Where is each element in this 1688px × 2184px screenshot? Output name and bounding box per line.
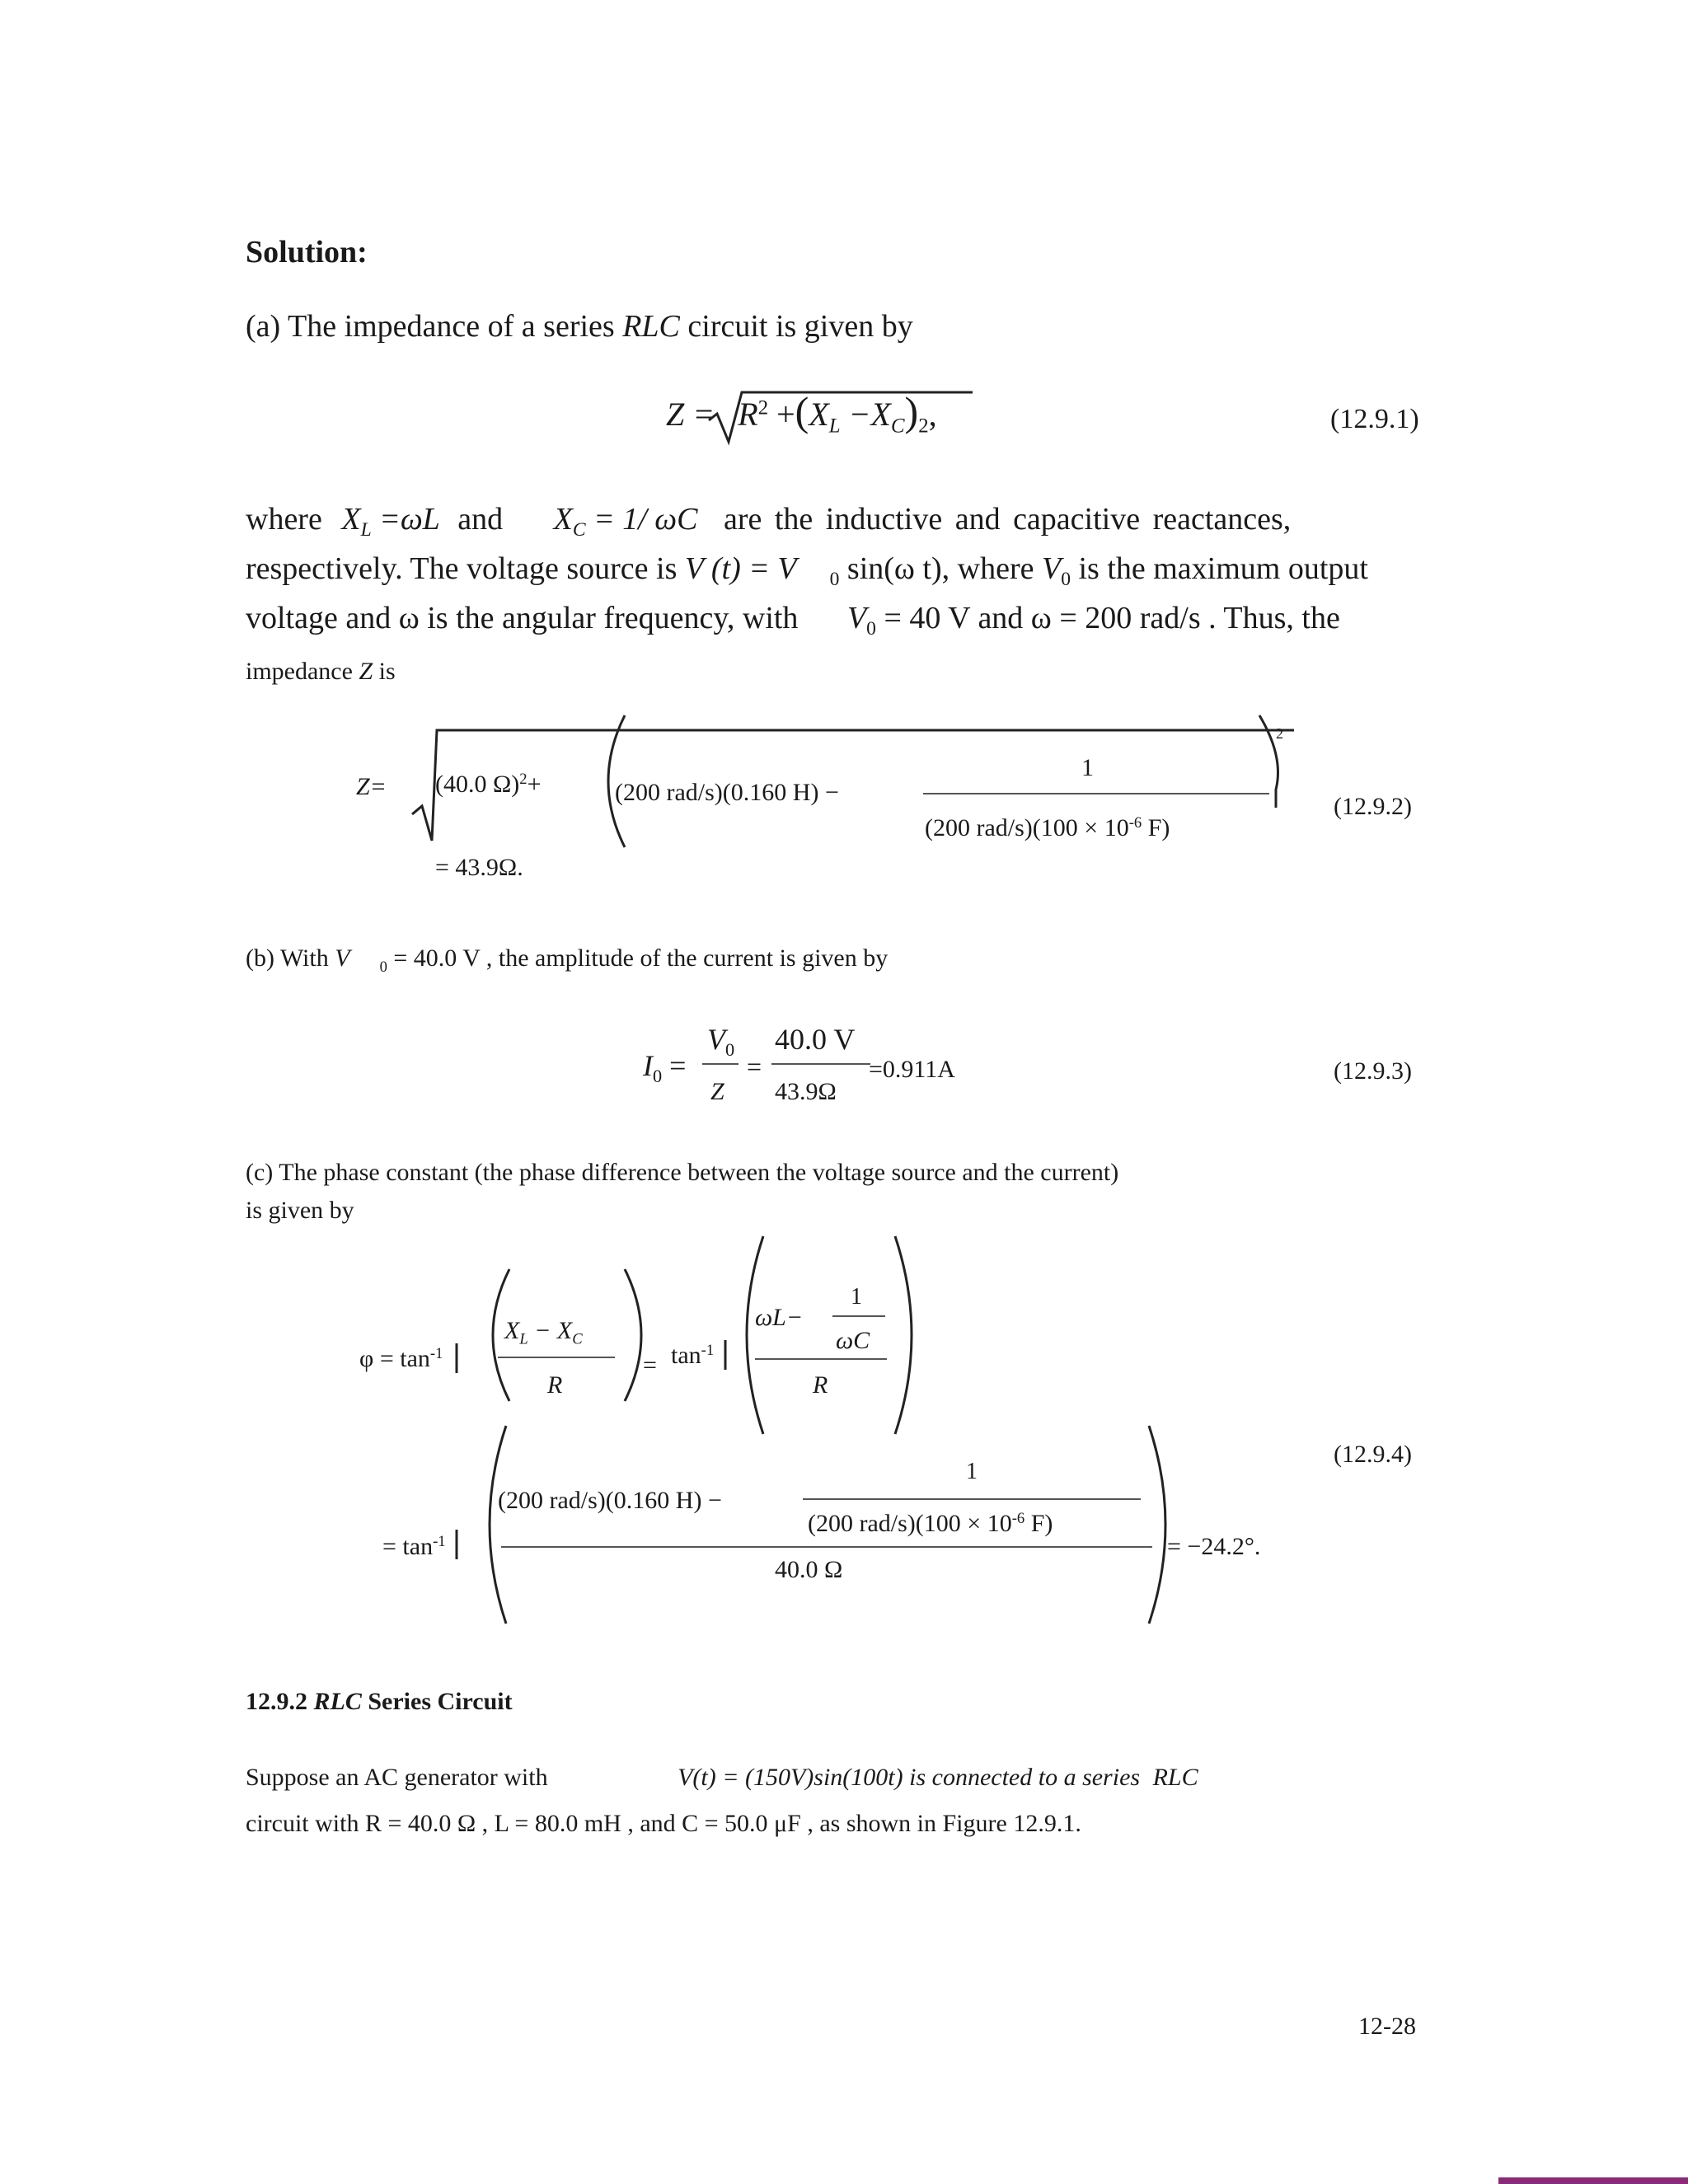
part-c-intro-2: is given by xyxy=(246,1197,354,1224)
voltage-line: voltage and ω is the angular frequency, with $V_0 = 40$ V and ω = 200 rad/s . Thus, the xyxy=(246,601,1340,640)
eq4-fraction-bar-2 xyxy=(832,1315,885,1317)
impedance-line: impedance Z is xyxy=(246,658,396,685)
eq2-result: = 43.9Ω. xyxy=(435,854,523,881)
eq3-result: =0.911A xyxy=(869,1056,955,1083)
eq4-num1: $X_L - X_C$ xyxy=(504,1317,583,1348)
respectively-line: respectively. The voltage source is V (t) = V $_0$ sin(ω t), where $V_0$ is the maximum output xyxy=(246,551,1368,591)
equation-number-4: (12.9.4) xyxy=(1334,1441,1412,1468)
eq4-bar-3 xyxy=(453,1530,462,1563)
eq4-left-paren-3 xyxy=(473,1426,514,1624)
eq4-den3: (200 $rad/s)(100 \times 10^{-6}$ F) xyxy=(808,1510,1053,1538)
page-edge-bar xyxy=(1498,2177,1688,2184)
eq3-denominator: 43.9Ω xyxy=(775,1078,837,1105)
eq4-right-paren-1 xyxy=(617,1269,658,1401)
eq4-fraction-bar-5 xyxy=(501,1546,1152,1548)
eq4-wl: ωL− xyxy=(755,1304,804,1331)
solution-heading: Solution: xyxy=(246,235,368,269)
section-heading: 12.9.2 RLC Series Circuit xyxy=(246,1688,513,1715)
eq4-term: (200 rad/s)(0.160 H) − xyxy=(498,1487,722,1514)
eq4-den-total: 40.0 Ω xyxy=(775,1556,843,1583)
eq4-bar-2 xyxy=(722,1340,730,1373)
eq2-term2: (200 rad/s)(0.160 H) − xyxy=(615,779,839,806)
eq3-fraction-bar-2 xyxy=(771,1063,870,1065)
problem-line-2: circuit with R = 40.0 Ω , L = 80.0 mH , and C = 50.0 μF , as shown in Figure 12.9.1. xyxy=(246,1810,1081,1837)
part-b-intro: (b) With V $_0$ = 40.0 V , the amplitude of the current is given by xyxy=(246,944,889,976)
eq2-fraction-bar xyxy=(923,793,1269,794)
part-c-intro: (c) The phase constant (the phase difference between the voltage source and the current) xyxy=(246,1159,1119,1186)
equation-number-1: (12.9.1) xyxy=(1330,404,1419,434)
eq3-lhs: $I_0$ = xyxy=(643,1049,687,1086)
eq2-numerator: 1 xyxy=(1081,754,1094,781)
eq4-left-paren-2 xyxy=(730,1236,771,1434)
equation-12-9-1: $Z = R^2 +(X_L -X_C)_2$, xyxy=(666,388,937,438)
where-line: where $X_L =\omega L$ and $X_C = 1/$ ωC are the inductive and capacitive reactances, xyxy=(246,502,1292,541)
eq4-right-paren-3 xyxy=(1141,1426,1182,1624)
eq3-v0: $V_0$ xyxy=(707,1023,735,1060)
eq3-equals: = xyxy=(747,1052,762,1081)
sqrt-sign-1 xyxy=(709,387,973,445)
eq2-term1: (40.0 Ω)$^2$+ xyxy=(435,771,542,799)
eq2-square: 2 xyxy=(1276,725,1283,742)
eq4-phi: $\varphi = \tan^{-1}$ xyxy=(359,1345,443,1373)
equation-number-2: (12.9.2) xyxy=(1334,793,1412,820)
equation-number-3: (12.9.3) xyxy=(1334,1057,1412,1085)
eq3-z: Z xyxy=(710,1078,724,1105)
eq4-fraction-bar-1 xyxy=(498,1357,615,1358)
eq4-fraction-bar-3 xyxy=(755,1358,887,1360)
eq3-numerator: 40.0 V xyxy=(775,1023,856,1056)
eq4-tan2: $\tan^{-1}$ xyxy=(671,1342,715,1370)
eq4-right-paren-2 xyxy=(887,1236,928,1434)
eq2-denominator: (200 $rad/s)(100 \times 10^{-6}$ F) xyxy=(925,814,1170,842)
eq4-result: = −24.2°. xyxy=(1167,1533,1261,1560)
problem-line-1: Suppose an AC generator with V(t) = (150V)sin(100t) is connected to a series RLC xyxy=(246,1764,1198,1791)
eq4-tan3: = $\tan^{-1}$ xyxy=(382,1533,446,1561)
eq4-equals: = xyxy=(643,1352,657,1379)
eq4-bar-1 xyxy=(453,1343,462,1376)
eq4-one2: 1 xyxy=(966,1459,978,1484)
eq4-den1: R xyxy=(547,1371,563,1399)
eq4-den2: R xyxy=(813,1371,828,1399)
eq4-wc: ωC xyxy=(836,1327,870,1354)
eq4-fraction-bar-4 xyxy=(803,1498,1141,1500)
part-a-intro: (a) The impedance of a series RLC circuit is given by xyxy=(246,309,913,344)
eq2-lhs: Z= xyxy=(356,773,387,800)
page-number: 12-28 xyxy=(1358,2013,1416,2040)
eq4-one: 1 xyxy=(851,1284,862,1310)
eq3-fraction-bar-1 xyxy=(702,1063,738,1065)
